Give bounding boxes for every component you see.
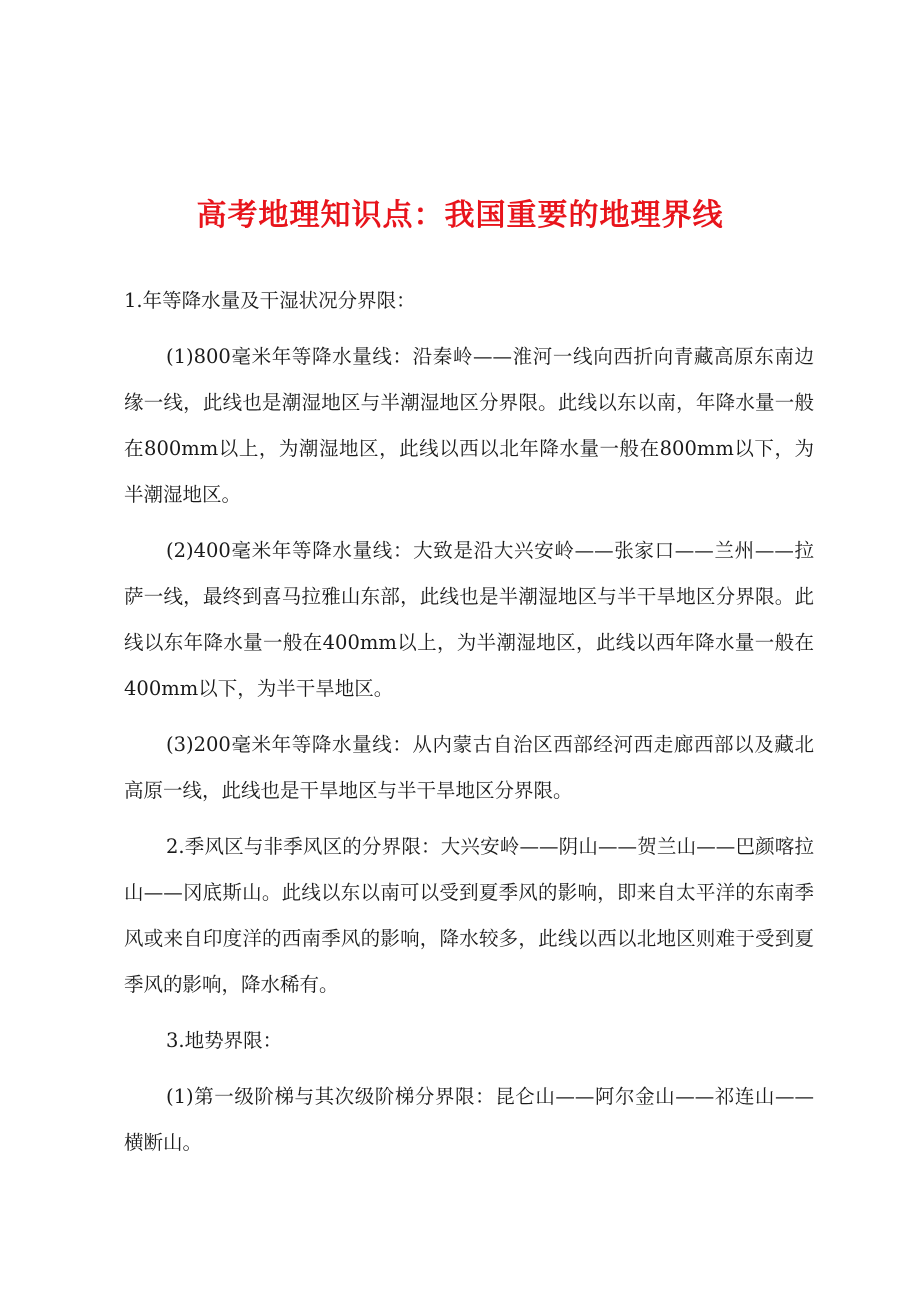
paragraph-200mm-line: (3)200毫米年等降水量线：从内蒙古自治区西部经河西走廊西部以及藏北高原一线，此线也是干旱地区与半干旱地区分界限。 — [124, 733, 814, 802]
paragraph-800mm-line: (1)800毫米年等降水量线：沿秦岭——淮河一线向西折向青藏高原东南边缘一线，此线也是潮湿地区与半潮湿地区分界限。此线以东以南，年降水量一般在800mm以上，为潮湿地区，此线以西以北年降水量一般在800mm以下，为半潮湿地区。 — [124, 345, 814, 506]
section-3-heading: 3.地势界限： — [166, 1029, 283, 1052]
document-body — [124, 278, 814, 1176]
section-2-monsoon-boundary: 2.季风区与非季风区的分界限：大兴安岭——阴山——贺兰山——巴颜喀拉山——冈底斯山。此线以东以南可以受到夏季风的影响，即来自太平洋的东南季风或来自印度洋的西南季风的影响，降水较多，此线以西以北地区则难于受到夏季风的影响，降水稀有。 — [124, 835, 814, 996]
section-1-heading: 1.年等降水量及干湿状况分界限： — [124, 289, 416, 312]
paragraph-terrain-step-boundary: (1)第一级阶梯与其次级阶梯分界限：昆仑山——阿尔金山——祁连山——横断山。 — [124, 1085, 814, 1154]
document-title: 高考地理知识点：我国重要的地理界线 — [196, 198, 724, 233]
paragraph-400mm-line: (2)400毫米年等降水量线：大致是沿大兴安岭——张家口——兰州——拉萨一线，最终到喜马拉雅山东部，此线也是半潮湿地区与半干旱地区分界限。此线以东年降水量一般在400mm以上，为半潮湿地区，此线以西年降水量一般在400mm以下，为半干旱地区。 — [124, 539, 814, 700]
